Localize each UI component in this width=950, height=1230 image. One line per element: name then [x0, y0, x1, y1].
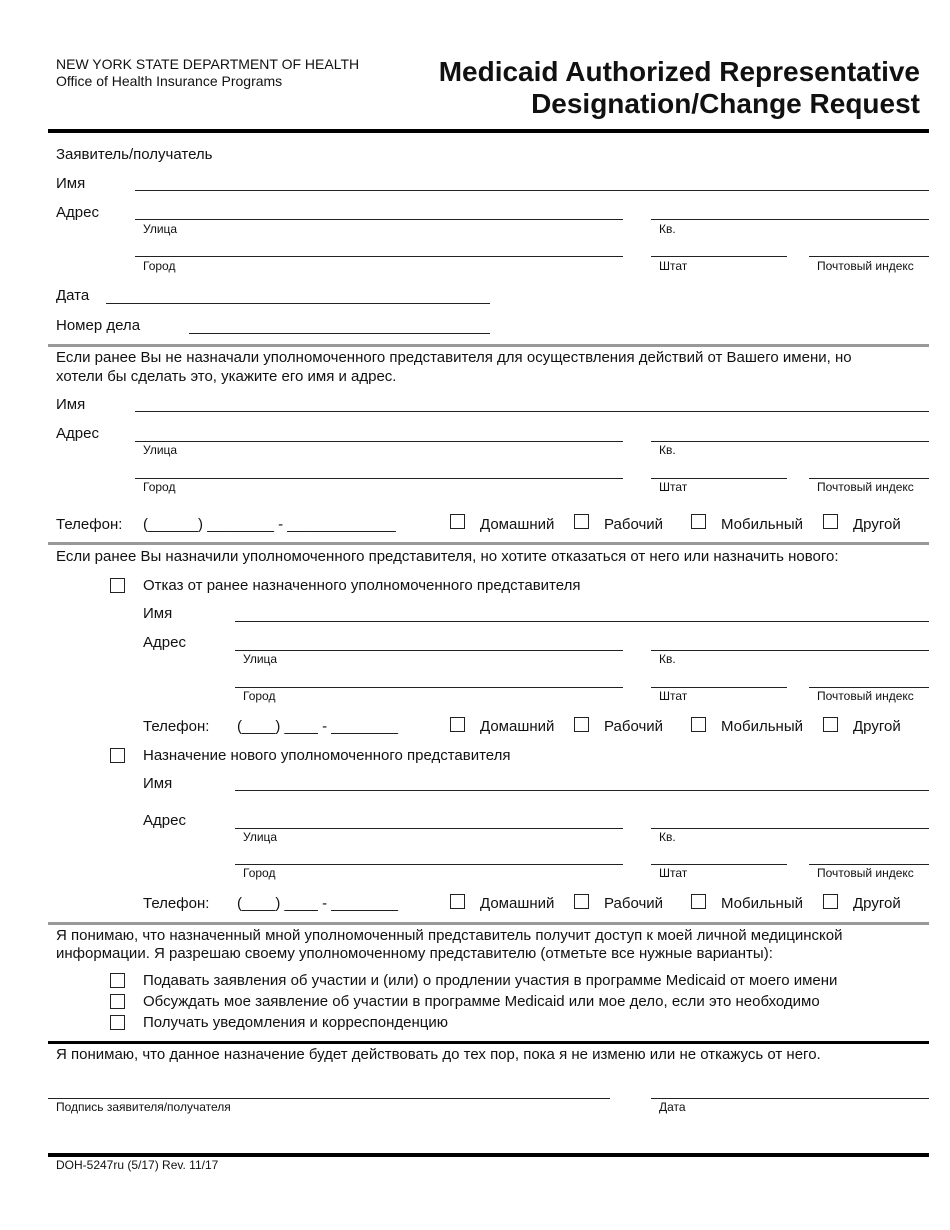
new-rep-zip-caption: Почтовый индекс: [817, 480, 914, 494]
validity-rule: [48, 1041, 929, 1044]
applicant-date-label: Дата: [56, 287, 90, 304]
revoke-street-field[interactable]: [235, 650, 623, 651]
appoint-rep-label: Назначение нового уполномоченного представителя: [143, 747, 511, 764]
section-divider-2: [48, 542, 929, 545]
appoint-phone-field[interactable]: (____) ____ - ________: [237, 895, 398, 912]
new-rep-home-label: Домашний: [480, 516, 555, 533]
permission-apply-label: Подавать заявления об участии и (или) о продлении участия в программе Medicaid от моего имени: [143, 972, 838, 989]
new-rep-other-checkbox[interactable]: [823, 514, 838, 529]
applicant-apt-field[interactable]: [651, 219, 929, 220]
applicant-name-label: Имя: [56, 175, 86, 192]
new-rep-work-label: Рабочий: [604, 516, 664, 533]
revoke-work-checkbox[interactable]: [574, 717, 589, 732]
new-rep-apt-field[interactable]: [651, 441, 929, 442]
form-title-line-1: Medicaid Authorized Representative: [438, 56, 920, 87]
revoke-rep-checkbox[interactable]: [110, 578, 125, 593]
appoint-apt-field[interactable]: [651, 828, 929, 829]
appoint-apt-caption: Кв.: [659, 830, 676, 844]
change-rep-instructions: Если ранее Вы назначили уполномоченного представителя, но хотите отказаться от него или назначить нового:: [56, 548, 839, 565]
applicant-section-label: Заявитель/получатель: [56, 146, 213, 163]
appoint-other-checkbox[interactable]: [823, 894, 838, 909]
revoke-work-label: Рабочий: [604, 718, 664, 735]
revoke-other-label: Другой: [853, 718, 901, 735]
permissions-text-1: Я понимаю, что назначенный мной уполномоченный представитель получит доступ к моей личной медицинской: [56, 927, 843, 944]
form-id: DOH-5247ru (5/17) Rev. 11/17: [56, 1158, 219, 1172]
revoke-state-caption: Штат: [659, 689, 688, 703]
applicant-zip-field[interactable]: [809, 256, 929, 257]
signature-date-field[interactable]: [651, 1098, 929, 1099]
new-rep-mobile-label: Мобильный: [721, 516, 803, 533]
applicant-state-field[interactable]: [651, 256, 787, 257]
revoke-rep-label: Отказ от ранее назначенного уполномоченного представителя: [143, 577, 581, 594]
agency-name: NEW YORK STATE DEPARTMENT OF HEALTH: [56, 56, 360, 72]
section-divider-1: [48, 344, 929, 347]
revoke-home-checkbox[interactable]: [450, 717, 465, 732]
appoint-zip-caption: Почтовый индекс: [817, 866, 914, 880]
revoke-zip-field[interactable]: [809, 687, 929, 688]
form-title-line-2: Designation/Change Request: [531, 88, 920, 119]
new-rep-street-caption: Улица: [143, 443, 178, 457]
revoke-state-field[interactable]: [651, 687, 787, 688]
revoke-phone-field[interactable]: (____) ____ - ________: [237, 718, 398, 735]
appoint-rep-checkbox[interactable]: [110, 748, 125, 763]
new-rep-street-field[interactable]: [135, 441, 623, 442]
new-rep-address-label: Адрес: [56, 425, 99, 442]
applicant-state-caption: Штат: [659, 259, 688, 273]
applicant-street-caption: Улица: [143, 222, 178, 236]
new-rep-state-field[interactable]: [651, 478, 787, 479]
new-rep-other-label: Другой: [853, 516, 901, 533]
signature-caption: Подпись заявителя/получателя: [56, 1100, 231, 1114]
appoint-name-field[interactable]: [235, 790, 929, 791]
revoke-mobile-label: Мобильный: [721, 718, 803, 735]
appoint-city-caption: Город: [243, 866, 276, 880]
revoke-street-caption: Улица: [243, 652, 278, 666]
signature-field[interactable]: [48, 1098, 610, 1099]
new-rep-state-caption: Штат: [659, 480, 688, 494]
applicant-address-label: Адрес: [56, 204, 99, 221]
appoint-home-label: Домашний: [480, 895, 555, 912]
header-rule: [48, 129, 929, 133]
footer-rule: [48, 1153, 929, 1157]
revoke-zip-caption: Почтовый индекс: [817, 689, 914, 703]
new-rep-zip-field[interactable]: [809, 478, 929, 479]
new-rep-phone-label: Телефон:: [56, 516, 123, 533]
new-rep-mobile-checkbox[interactable]: [691, 514, 706, 529]
appoint-address-label: Адрес: [143, 812, 186, 829]
appoint-work-label: Рабочий: [604, 895, 664, 912]
appoint-other-label: Другой: [853, 895, 901, 912]
new-rep-instructions: Если ранее Вы не назначали уполномоченного представителя для осуществления действий от Вашего имени, но: [56, 349, 852, 366]
applicant-city-field[interactable]: [135, 256, 623, 257]
applicant-city-caption: Город: [143, 259, 176, 273]
appoint-state-field[interactable]: [651, 864, 787, 865]
new-rep-work-checkbox[interactable]: [574, 514, 589, 529]
appoint-mobile-checkbox[interactable]: [691, 894, 706, 909]
revoke-phone-label: Телефон:: [143, 718, 210, 735]
appoint-work-checkbox[interactable]: [574, 894, 589, 909]
section-divider-3: [48, 922, 929, 925]
appoint-street-caption: Улица: [243, 830, 278, 844]
revoke-other-checkbox[interactable]: [823, 717, 838, 732]
revoke-name-label: Имя: [143, 605, 173, 622]
new-rep-city-caption: Город: [143, 480, 176, 494]
revoke-city-field[interactable]: [235, 687, 623, 688]
new-rep-name-label: Имя: [56, 396, 86, 413]
new-rep-city-field[interactable]: [135, 478, 623, 479]
permission-notices-checkbox[interactable]: [110, 1015, 125, 1030]
new-rep-name-field[interactable]: [135, 411, 929, 412]
revoke-apt-caption: Кв.: [659, 652, 676, 666]
permission-discuss-label: Обсуждать мое заявление об участии в программе Medicaid или мое дело, если это необходимо: [143, 993, 820, 1010]
permission-apply-checkbox[interactable]: [110, 973, 125, 988]
applicant-case-field[interactable]: [189, 333, 490, 334]
applicant-zip-caption: Почтовый индекс: [817, 259, 914, 273]
new-rep-phone-field[interactable]: (______) ________ - _____________: [143, 516, 396, 533]
validity-text: Я понимаю, что данное назначение будет действовать до тех пор, пока я не изменю или не откажусь от него.: [56, 1046, 821, 1063]
appoint-city-field[interactable]: [235, 864, 623, 865]
appoint-zip-field[interactable]: [809, 864, 929, 865]
permissions-text-2: информации. Я разрешаю своему уполномоченному представителю (отметьте все нужные варианты):: [56, 945, 773, 962]
applicant-date-field[interactable]: [106, 303, 490, 304]
permission-notices-label: Получать уведомления и корреспонденцию: [143, 1014, 448, 1031]
signature-date-caption: Дата: [659, 1100, 686, 1114]
appoint-street-field[interactable]: [235, 828, 623, 829]
appoint-name-label: Имя: [143, 775, 173, 792]
appoint-state-caption: Штат: [659, 866, 688, 880]
applicant-case-label: Номер дела: [56, 317, 141, 334]
new-rep-home-checkbox[interactable]: [450, 514, 465, 529]
appoint-home-checkbox[interactable]: [450, 894, 465, 909]
revoke-mobile-checkbox[interactable]: [691, 717, 706, 732]
applicant-name-field[interactable]: [135, 190, 929, 191]
office-name: Office of Health Insurance Programs: [56, 73, 283, 89]
applicant-street-field[interactable]: [135, 219, 623, 220]
applicant-apt-caption: Кв.: [659, 222, 676, 236]
revoke-city-caption: Город: [243, 689, 276, 703]
revoke-home-label: Домашний: [480, 718, 555, 735]
revoke-name-field[interactable]: [235, 621, 929, 622]
new-rep-apt-caption: Кв.: [659, 443, 676, 457]
appoint-mobile-label: Мобильный: [721, 895, 803, 912]
revoke-apt-field[interactable]: [651, 650, 929, 651]
new-rep-instructions-2: хотели бы сделать это, укажите его имя и адрес.: [56, 368, 397, 385]
appoint-phone-label: Телефон:: [143, 895, 210, 912]
permission-discuss-checkbox[interactable]: [110, 994, 125, 1009]
revoke-address-label: Адрес: [143, 634, 186, 651]
